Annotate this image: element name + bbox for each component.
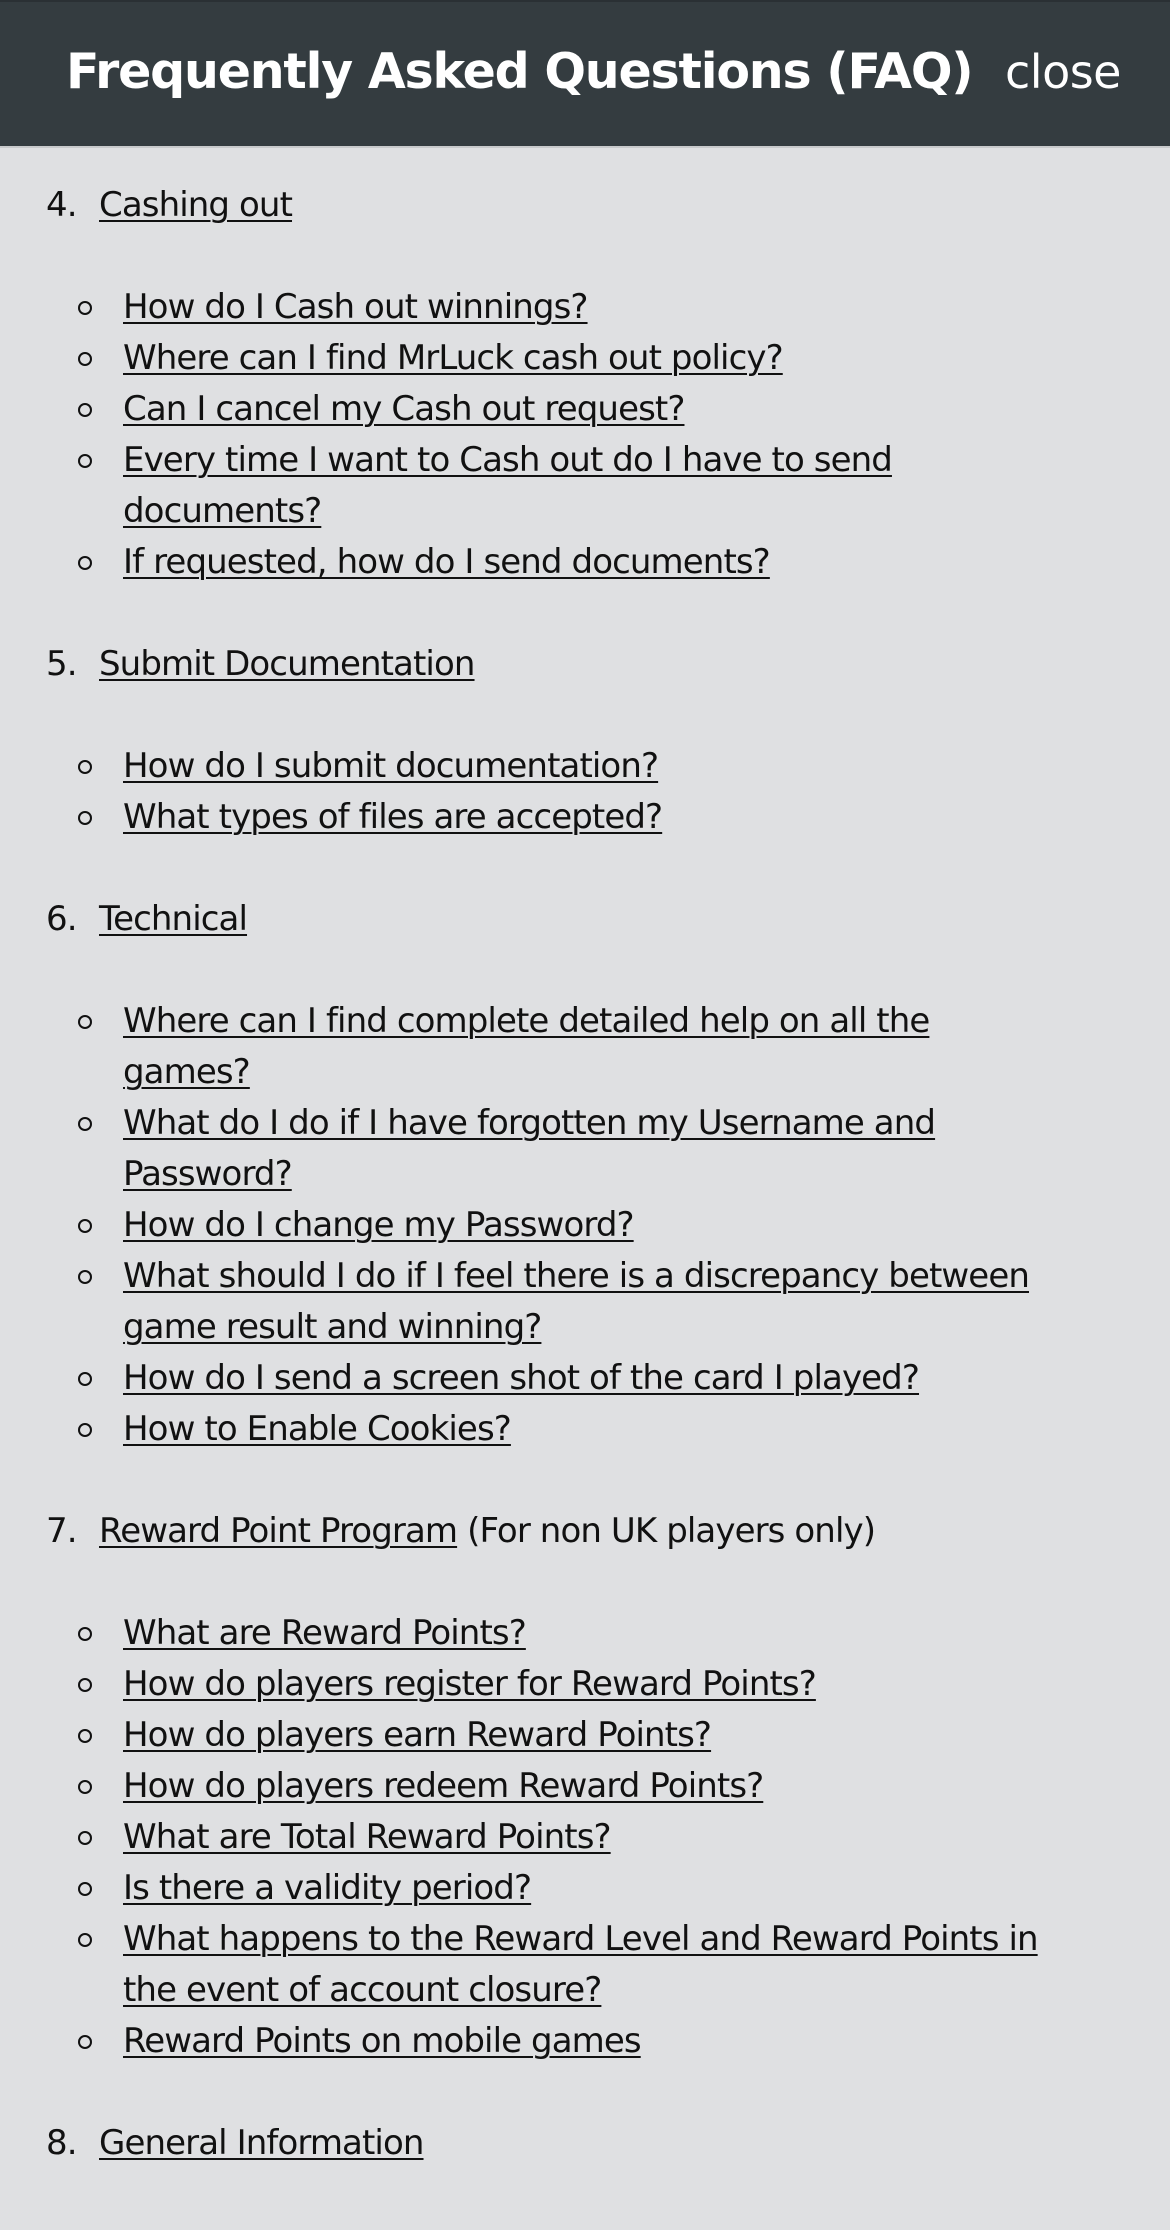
question-link[interactable]: What do I do if I have forgotten my Username and Password?	[123, 1103, 936, 1194]
list-item	[0, 741, 1170, 792]
question-link[interactable]: How to Enable Cookies?	[123, 1409, 511, 1449]
faq-header	[0, 0, 1170, 148]
section-heading	[0, 180, 1170, 231]
circle-bullet-icon	[78, 1729, 92, 1743]
section-number: 8.	[46, 2123, 77, 2163]
circle-bullet-icon	[78, 1627, 92, 1641]
section-heading	[0, 2118, 1170, 2169]
list-item	[0, 996, 1170, 1098]
circle-bullet-icon	[78, 1372, 92, 1386]
list-item	[0, 1761, 1170, 1812]
faq-section-general-information	[0, 2118, 1170, 2169]
question-list	[0, 282, 1170, 588]
page-title: Frequently Asked Questions (FAQ)	[66, 43, 973, 100]
circle-bullet-icon	[78, 403, 92, 417]
circle-bullet-icon	[78, 1423, 92, 1437]
question-link[interactable]: Every time I want to Cash out do I have to send documents?	[123, 440, 892, 531]
question-link[interactable]: Where can I find MrLuck cash out policy?	[123, 338, 783, 378]
circle-bullet-icon	[78, 760, 92, 774]
question-link[interactable]: How do I change my Password?	[123, 1205, 634, 1245]
question-link[interactable]: How do I send a screen shot of the card I played?	[123, 1358, 920, 1398]
list-item	[0, 1863, 1170, 1914]
question-list	[0, 1608, 1170, 2067]
circle-bullet-icon	[78, 1015, 92, 1029]
question-link[interactable]: What are Total Reward Points?	[123, 1817, 611, 1857]
question-link[interactable]: How do players redeem Reward Points?	[123, 1766, 764, 1806]
question-link[interactable]: What happens to the Reward Level and Reward Points in the event of account closure?	[123, 1919, 1038, 2010]
question-link[interactable]: Can I cancel my Cash out request?	[123, 389, 685, 429]
section-link-reward-point-program[interactable]: Reward Point Program	[99, 1511, 458, 1551]
section-note: (For non UK players only)	[467, 1511, 876, 1551]
question-link[interactable]: How do I submit documentation?	[123, 746, 659, 786]
list-item	[0, 1710, 1170, 1761]
question-link[interactable]: How do I Cash out winnings?	[123, 287, 588, 327]
list-item	[0, 435, 1170, 537]
list-item	[0, 792, 1170, 843]
faq-content	[0, 148, 1170, 2169]
circle-bullet-icon	[78, 1882, 92, 1896]
faq-section-cashing-out	[0, 148, 1170, 588]
section-heading	[0, 894, 1170, 945]
circle-bullet-icon	[78, 2035, 92, 2049]
circle-bullet-icon	[78, 1270, 92, 1284]
question-link[interactable]: What types of files are accepted?	[123, 797, 663, 837]
list-item	[0, 537, 1170, 588]
faq-section-reward-point-program	[0, 1506, 1170, 2067]
list-item	[0, 1914, 1170, 2016]
list-item	[0, 282, 1170, 333]
question-link[interactable]: How do players earn Reward Points?	[123, 1715, 712, 1755]
question-link[interactable]: Is there a validity period?	[123, 1868, 532, 1908]
circle-bullet-icon	[78, 811, 92, 825]
list-item	[0, 384, 1170, 435]
section-link-cashing-out[interactable]: Cashing out	[99, 185, 293, 225]
circle-bullet-icon	[78, 1219, 92, 1233]
list-item	[0, 1353, 1170, 1404]
section-number: 5.	[46, 644, 77, 684]
question-link[interactable]: Where can I find complete detailed help on all the games?	[123, 1001, 930, 1092]
question-link[interactable]: Reward Points on mobile games	[123, 2021, 641, 2061]
list-item	[0, 1251, 1170, 1353]
section-heading	[0, 1506, 1170, 1557]
faq-section-submit-documentation	[0, 639, 1170, 843]
question-link[interactable]: What should I do if I feel there is a discrepancy between game result and winning?	[123, 1256, 1029, 1347]
question-list	[0, 996, 1170, 1455]
close-button[interactable]: close	[1005, 45, 1121, 99]
circle-bullet-icon	[78, 1678, 92, 1692]
section-number: 6.	[46, 899, 77, 939]
list-item	[0, 1812, 1170, 1863]
section-link-general-information[interactable]: General Information	[99, 2123, 424, 2163]
list-item	[0, 2016, 1170, 2067]
section-link-submit-documentation[interactable]: Submit Documentation	[99, 644, 475, 684]
circle-bullet-icon	[78, 1780, 92, 1794]
circle-bullet-icon	[78, 1933, 92, 1947]
section-number: 4.	[46, 185, 77, 225]
list-item	[0, 1608, 1170, 1659]
circle-bullet-icon	[78, 454, 92, 468]
circle-bullet-icon	[78, 352, 92, 366]
question-link[interactable]: How do players register for Reward Points?	[123, 1664, 816, 1704]
circle-bullet-icon	[78, 556, 92, 570]
circle-bullet-icon	[78, 1117, 92, 1131]
question-link[interactable]: If requested, how do I send documents?	[123, 542, 770, 582]
question-list	[0, 741, 1170, 843]
list-item	[0, 1098, 1170, 1200]
section-link-technical[interactable]: Technical	[99, 899, 248, 939]
circle-bullet-icon	[78, 301, 92, 315]
list-item	[0, 333, 1170, 384]
list-item	[0, 1404, 1170, 1455]
list-item	[0, 1659, 1170, 1710]
question-link[interactable]: What are Reward Points?	[123, 1613, 526, 1653]
section-heading	[0, 639, 1170, 690]
section-heading-line	[99, 1506, 875, 1557]
list-item	[0, 1200, 1170, 1251]
faq-section-technical	[0, 894, 1170, 1455]
section-number: 7.	[46, 1511, 77, 1551]
circle-bullet-icon	[78, 1831, 92, 1845]
